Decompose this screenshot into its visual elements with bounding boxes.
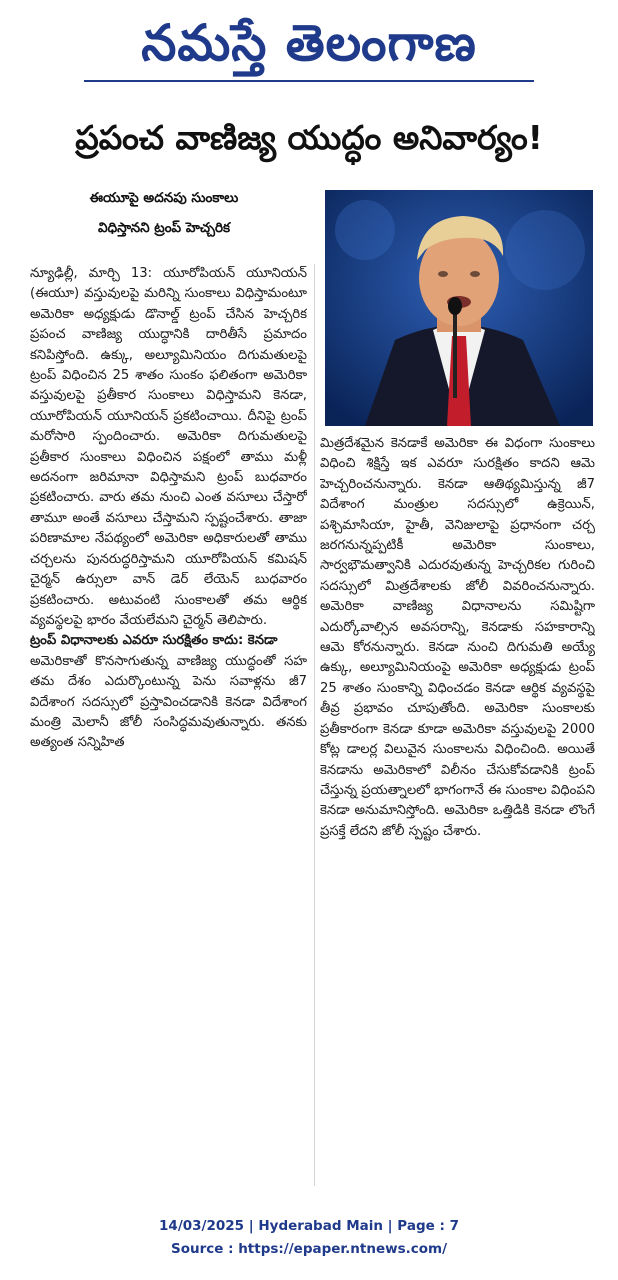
article-photo [325, 190, 593, 426]
article-crosshead: ట్రంప్ విధానాలకు ఎవరూ సురక్షితం కాదు: కెనడా [30, 633, 278, 649]
subheadline-line-1: ఈయూపై అదనపు సుంకాలు [89, 190, 239, 206]
article-paragraph-2: అమెరికాతో కొనసాగుతున్న వాణిజ్య యుద్ధంతో సహ తమ దేశం ఎదుర్కొంటున్న పెను సవాళ్లను జీ7 విదేశాంగ సదస్సులో ప్రస్తావించడానికి కెనడా విదేశాంగ మంత్రి మెలానీ జోలీ సంసిద్ధమవుతున్నారు. తనకు అత్యంత సన్నిహిత [30, 653, 307, 751]
footer-edition-info: 14/03/2025 | Hyderabad Main | Page : 7 [159, 1218, 459, 1234]
article-paragraph-3: మిత్రదేశమైన కెనడాకే అమెరికా ఈ విధంగా సుంకాలు విధించి శిక్షిస్తే ఇక ఎవరూ సురక్షితం కాదని ఆమె హెచ్చరించనున్నారు. కెనడా ఆతిథ్యమిస్తున్న జీ7 విదేశాంగ మంత్రుల సదస్సులో ఉక్రెయిన్, పశ్చిమాసియా, హైతీ, వెనిజులాపై ప్రధానంగా చర్చ జరగనున్నప్పటికీ అమెరికా సుంకాలు, సార్వభౌమత్వానికి ఎదురవుతున్న హెచ్చరికల గురించి సదస్సులో మిత్రదేశాలకు జోలీ వివరించనున్నారు. అమెరికా వాణిజ్య విధానాలను సమిష్టిగా ఎదుర్కోవాల్సిన అవసరాన్ని, కెనడాకు సహకారాన్ని ఆమె కోరనున్నారు. కెనడా నుంచి దిగుమతి అయ్యే ఉక్కు, అల్యూమినియంపై అమెరికా అధ్యక్షుడు ట్రంప్ 25 శాతం సుంకాన్ని విధించడం కెనడా ఆర్థిక వ్యవస్థపై తీవ్ర ప్రభావం చూపుతోంది. అమెరికా సుంకాలకు ప్రతీకారంగా కెనడా కూడా అమెరికా వస్తువులపై 2000 కోట్ల డాలర్ల విలువైన సుంకాలను విధించింది. అయితే కెనడాను అమెరికాలో విలీనం చేసుకోవడానికి ట్రంప్ చేస్తున్న ప్రయత్నాలలో భాగంగానే ఈ సుంకాల విధింపని కెనడా అనుమానిస్తోంది. అమెరికా ఒత్తిడికి కెనడా లొంగే ప్రసక్తే లేదని జోలీ స్పష్టం చేశారు. [320, 436, 595, 839]
article-paragraph-1: న్యూఢిల్లీ, మార్చి 13: యూరోపియన్ యూనియన్ (ఈయూ) వస్తువులపై మరిన్ని సుంకాలు విధిస్తామంటూ అమెరికా అధ్యక్షుడు డొనాల్డ్ ట్రంప్ చేసిన హెచ్చరిక ప్రపంచ వాణిజ్య యుద్ధానికి దారితీసే ప్రమాదం కనిపిస్తోంది. ఉక్కు, అల్యూమినియం దిగుమతులపై ట్రంప్ విధించిన 25 శాతం సుంకం ఫలితంగా అమెరికా వస్తువులపై ప్రతీకార సుంకాలు విధిస్తామని కెనడా, యూరోపియన్ యూనియన్ ప్రకటించాయి. దీనిపై ట్రంప్ మరోసారి స్పందించారు. అమెరికా దిగుమతులపై ప్రతీకార సుంకాలు విధించిన పక్షంలో తాము మళ్లీ అదనంగా జరిమానా విధిస్తామని ట్రంప్ బుధవారం ప్రకటించారు. వారు తమ నుంచి ఎంత వసూలు చేస్తారో తామూ అంతే వసూలు చేస్తామని స్పష్టంచేశారు. తాజా పరిణామాల నేపథ్యంలో అమెరికా అధికారులతో తాము చర్చలను పునరుద్ధరిస్తామని యూరోపియన్ కమిషన్ చైర్మన్ ఉర్సులా వాన్ డెర్ లేయెన్ బుధవారం ప్రకటించారు. అటువంటి సుంకాలతో తమ ఆర్థిక వ్యవస్థలపై భారం వేయలేమని చైర్మన్ తెలిపారు. [30, 266, 307, 628]
trump-portrait-illustration [325, 190, 593, 426]
footer-source-link[interactable]: Source : https://epaper.ntnews.com/ [170, 1241, 448, 1257]
subheadline-line-2: విధిస్తానని ట్రంప్ హెచ్చరిక [98, 220, 230, 236]
article-column-left [30, 264, 307, 1186]
newspaper-masthead: నమస్తే తెలంగాణ [141, 13, 477, 72]
article-headline: ప్రపంచ వాణిజ్య యుద్ధం అనివార్యం! [75, 118, 543, 157]
article-column-right [320, 434, 595, 1186]
column-divider [314, 264, 315, 1186]
masthead-underline [84, 80, 534, 82]
